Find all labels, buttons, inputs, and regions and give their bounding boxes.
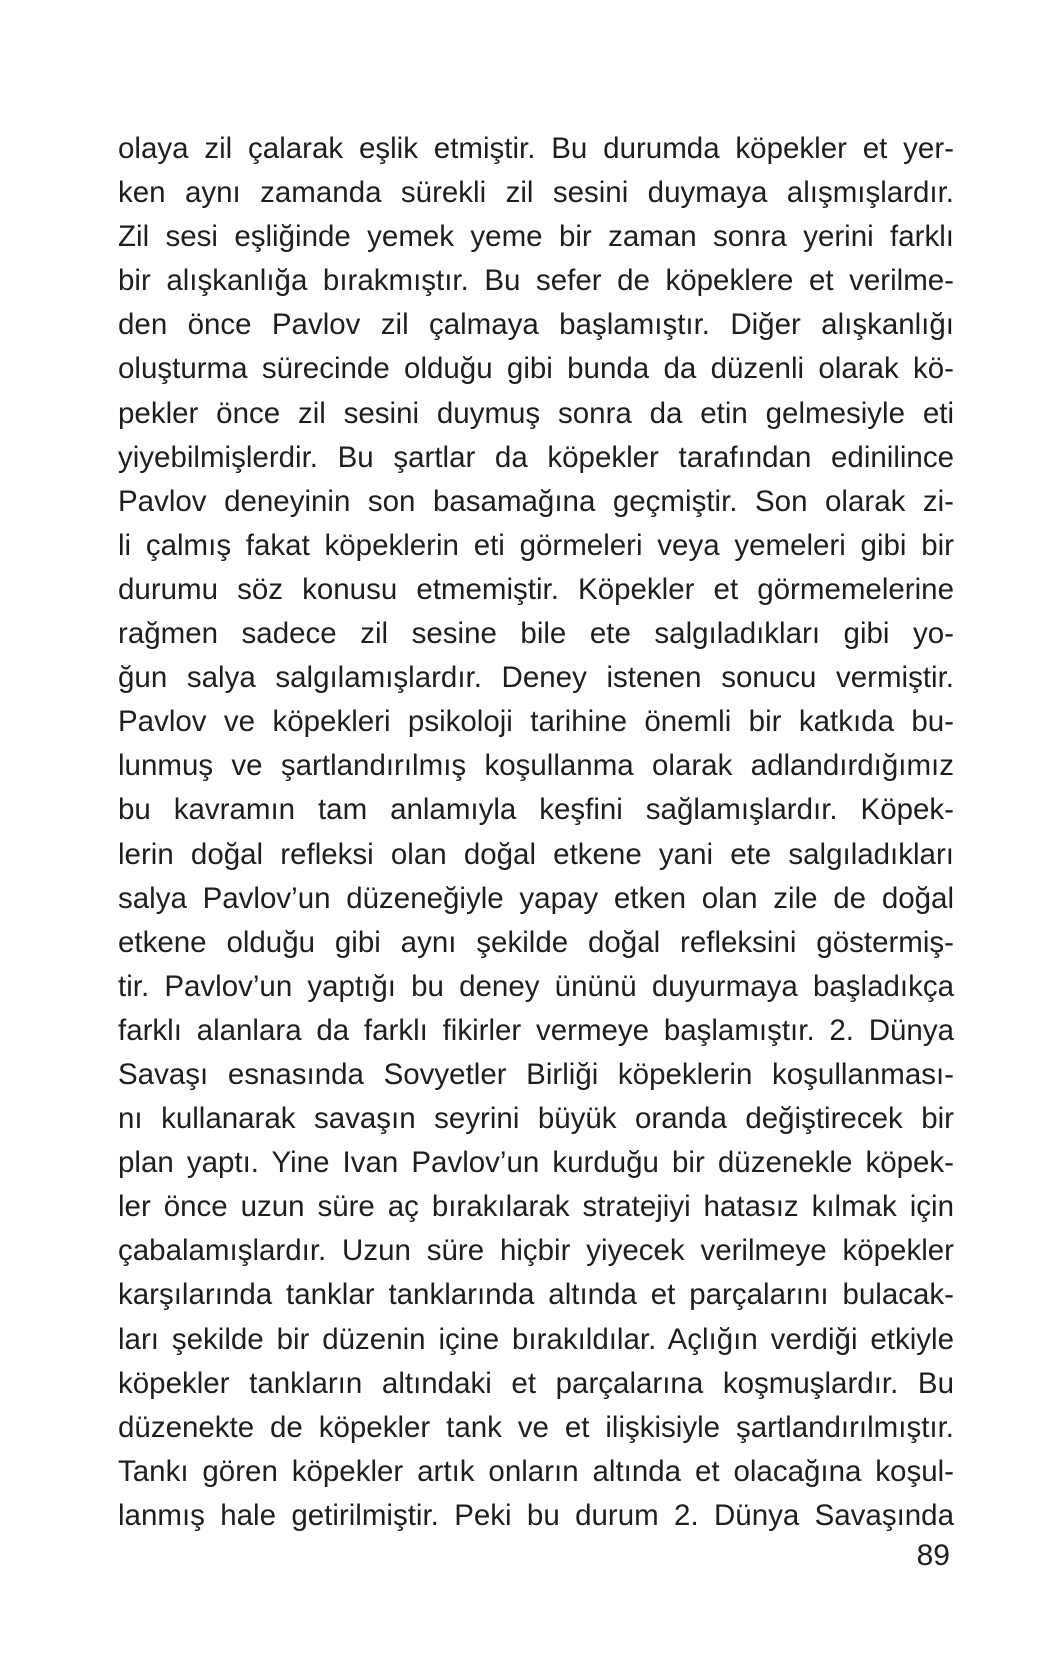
text-line: karşılarında tanklar tanklarında altında et parçalarını bulacak-: [118, 1278, 954, 1312]
text-line: plan yaptı. Yine Ivan Pavlov’un kurduğu bir düzenekle köpek-: [118, 1146, 954, 1180]
body-text: [118, 127, 954, 1538]
text-line: Tankı gören köpekler artık onların altında et olacağına koşul-: [118, 1454, 954, 1488]
text-line: salya Pavlov’un düzeneğiyle yapay etken olan zile de doğal: [118, 881, 954, 915]
text-line: lunmuş ve şartlandırılmış koşullanma olarak adlandırdığımız: [118, 749, 954, 783]
text-line: li çalmış fakat köpeklerin eti görmeleri veya yemeleri gibi bir: [118, 528, 954, 562]
text-line: çabalamışlardır. Uzun süre hiçbir yiyecek verilmeye köpekler: [118, 1234, 954, 1268]
text-line: Savaşı esnasında Sovyetler Birliği köpeklerin koşullanması-: [118, 1057, 954, 1091]
text-line: ken aynı zamanda sürekli zil sesini duymaya alışmışlardır.: [118, 176, 954, 210]
text-line: nı kullanarak savaşın seyrini büyük oranda değiştirecek bir: [118, 1102, 954, 1136]
text-line: yiyebilmişlerdir. Bu şartlar da köpekler tarafından edinilince: [118, 440, 954, 474]
text-line: düzenekte de köpekler tank ve et ilişkisiyle şartlandırılmıştır.: [118, 1410, 954, 1444]
text-line: ları şekilde bir düzenin içine bırakıldılar. Açlığın verdiği etkiyle: [118, 1322, 954, 1356]
text-line: etkene olduğu gibi aynı şekilde doğal refleksini göstermiş-: [118, 925, 954, 959]
text-line: bir alışkanlığa bırakmıştır. Bu sefer de köpeklere et verilme-: [118, 264, 954, 298]
text-line: oluşturma sürecinde olduğu gibi bunda da düzenli olarak kö-: [118, 352, 954, 386]
page-number: 89: [916, 1539, 950, 1572]
text-line: köpekler tankların altındaki et parçalarına koşmuşlardır. Bu: [118, 1366, 954, 1400]
text-line: ğun salya salgılamışlardır. Deney istenen sonucu vermiştir.: [118, 661, 954, 695]
text-line: Zil sesi eşliğinde yemek yeme bir zaman sonra yerini farklı: [118, 220, 954, 254]
text-line: den önce Pavlov zil çalmaya başlamıştır. Diğer alışkanlığı: [118, 308, 954, 342]
text-line: rağmen sadece zil sesine bile ete salgıladıkları gibi yo-: [118, 617, 954, 651]
text-line: Pavlov ve köpekleri psikoloji tarihine önemli bir katkıda bu-: [118, 705, 954, 739]
text-line: bu kavramın tam anlamıyla keşfini sağlamışlardır. Köpek-: [118, 793, 954, 827]
text-line: tir. Pavlov’un yaptığı bu deney ününü duyurmaya başladıkça: [118, 969, 954, 1003]
text-line: lerin doğal refleksi olan doğal etkene yani ete salgıladıkları: [118, 837, 954, 871]
text-line: olaya zil çalarak eşlik etmiştir. Bu durumda köpekler et yer-: [118, 132, 954, 165]
text-line: pekler önce zil sesini duymuş sonra da etin gelmesiyle eti: [118, 396, 954, 430]
text-line: ler önce uzun süre aç bırakılarak stratejiyi hatasız kılmak için: [118, 1190, 954, 1224]
text-line: durumu söz konusu etmemiştir. Köpekler et görmemelerine: [118, 572, 954, 606]
text-line: farklı alanlara da farklı fikirler vermeye başlamıştır. 2. Dünya: [118, 1013, 954, 1047]
text-line: Pavlov deneyinin son basamağına geçmiştir. Son olarak zi-: [118, 484, 954, 518]
text-line: lanmış hale getirilmiştir. Peki bu durum 2. Dünya Savaşında: [118, 1498, 954, 1532]
